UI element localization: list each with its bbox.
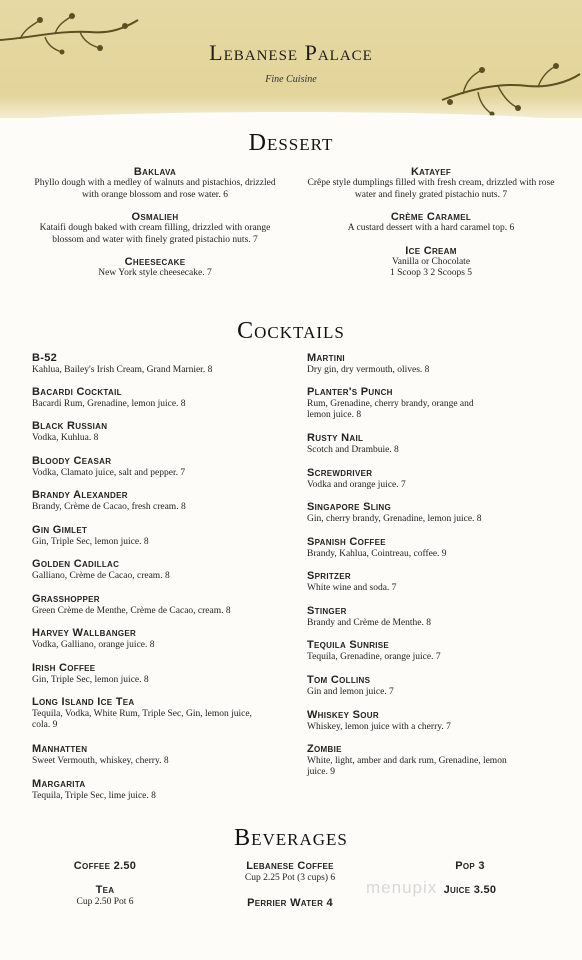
beverage-name: Coffee 2.50 — [73, 860, 137, 872]
cocktail-desc: Brandy, Kahlua, Cointreau, coffee. 9 — [307, 549, 447, 559]
cocktail-name: Martini — [307, 352, 345, 364]
cocktail-name: Tequila Sunrise — [307, 639, 390, 651]
cocktail-desc: Sweet Vermouth, whiskey, cherry. 8 — [32, 756, 169, 766]
dessert-item — [30, 211, 280, 246]
cocktail-item — [32, 558, 282, 582]
cocktail-name: Gin Gimlet — [32, 524, 88, 536]
restaurant-tagline: Fine Cuisine — [265, 74, 317, 85]
cocktail-desc: Vodka and orange juice. 7 — [307, 480, 406, 490]
beverage-name: Pop 3 — [455, 860, 485, 872]
beverage-name: Juice 3.50 — [443, 884, 497, 896]
cocktail-item — [307, 352, 507, 376]
cocktail-item — [32, 455, 282, 479]
cocktail-item — [307, 570, 507, 594]
cocktail-desc: Bacardi Rum, Grenadine, lemon juice. 8 — [32, 399, 186, 409]
dessert-item — [30, 256, 280, 280]
restaurant-name: Lebanese Palace — [209, 40, 373, 65]
cocktail-item — [32, 386, 282, 410]
dessert-desc: 1 Scoop 3 2 Scoops 5 — [389, 268, 473, 278]
cocktail-desc: Vodka, Kuhlua. 8 — [32, 433, 99, 443]
dessert-name: Ice Cream — [405, 244, 457, 257]
cocktail-desc: Tequila, Triple Sec, lime juice. 8 — [32, 791, 156, 801]
cocktail-desc: Dry gin, dry vermouth, olives. 8 — [307, 365, 430, 375]
dessert-desc: Kataifi dough baked with cream filling, drizzled with orange blossom and water with finely grated pistachio nuts. 7 — [39, 223, 271, 245]
cocktail-name: Golden Cadillac — [32, 558, 120, 570]
cocktail-name: Rusty Nail — [307, 432, 364, 444]
dessert-desc: Phyllo dough with a medley of walnuts and pistachios, drizzled with orange blossom and rose water. 6 — [34, 178, 276, 200]
cocktail-name: Tom Collins — [307, 674, 371, 686]
dessert-name: Osmalieh — [131, 211, 179, 223]
cocktail-desc: Galliano, Crème de Cacao, cream. 8 — [32, 571, 170, 581]
cocktail-item — [307, 536, 527, 560]
dessert-desc: Crêpe style dumplings filled with fresh cream, drizzled with rose water and finely grated pistachio nuts. 7 — [307, 178, 555, 200]
dessert-desc: A custard dessert with a hard caramel top. 6 — [347, 223, 515, 233]
cocktail-name: Black Russian — [32, 420, 108, 432]
cocktail-item — [32, 420, 282, 444]
cocktail-item — [32, 352, 282, 376]
cocktail-desc: Tequila, Grenadine, orange juice. 7 — [307, 652, 441, 662]
beverage-name: Lebanese Coffee — [246, 860, 334, 872]
cocktail-item — [307, 709, 527, 733]
beverage-name: Tea — [95, 884, 115, 896]
cocktail-desc: Whiskey, lemon juice with a cherry. 7 — [307, 722, 451, 732]
dessert-desc: New York style cheesecake. 7 — [98, 268, 212, 278]
dessert-desc: Vanilla or Chocolate — [391, 256, 471, 267]
cocktail-desc: Rum, Grenadine, cherry brandy, orange and lemon juice. 8 — [307, 399, 474, 420]
cocktail-name: Long Island Ice Tea — [32, 696, 135, 708]
cocktail-desc: Gin, Triple Sec, lemon juice. 8 — [32, 675, 149, 685]
dessert-item — [306, 166, 556, 201]
cocktail-name: Stinger — [307, 605, 347, 617]
cocktails-heading: Cocktails — [237, 318, 345, 344]
dessert-item — [306, 245, 556, 280]
beverage-coffee — [40, 860, 170, 873]
vine-ornament-right — [438, 60, 582, 120]
cocktail-desc: Gin and lemon juice. 7 — [307, 687, 394, 697]
cocktail-name: B-52 — [32, 352, 58, 364]
cocktail-name: Irish Coffee — [32, 662, 96, 674]
beverage-pop — [420, 860, 520, 873]
dessert-left-column — [30, 166, 280, 290]
cocktail-desc: White wine and soda. 7 — [307, 583, 397, 593]
dessert-item — [30, 166, 280, 201]
cocktail-name: Screwdriver — [307, 467, 373, 479]
cocktail-item — [32, 593, 282, 617]
cocktail-name: Spanish Coffee — [307, 536, 386, 548]
cocktail-item — [307, 432, 507, 456]
dessert-name: Katayef — [410, 166, 452, 178]
cocktail-desc: Gin, cherry brandy, Grenadine, lemon juice. 8 — [307, 514, 482, 524]
beverage-perrier — [210, 897, 370, 910]
dessert-item — [306, 211, 556, 235]
cocktail-name: Margarita — [32, 778, 86, 790]
cocktail-desc: Brandy and Crème de Menthe. 8 — [307, 618, 431, 628]
cocktail-item — [32, 778, 282, 802]
cocktail-desc: Scotch and Drambuie. 8 — [307, 445, 399, 455]
header-banner — [0, 0, 582, 118]
cocktail-name: Bacardi Cocktail — [32, 386, 122, 398]
beverage-tea — [40, 884, 170, 908]
cocktail-name: Whiskey Sour — [307, 709, 379, 721]
watermark: menupix — [366, 878, 438, 897]
cocktail-name: Planter's Punch — [307, 386, 393, 398]
cocktail-desc: Brandy, Crème de Cacao, fresh cream. 8 — [32, 502, 186, 512]
dessert-heading: Dessert — [248, 130, 334, 156]
dessert-name: Baklava — [133, 166, 177, 178]
cocktail-item — [307, 467, 507, 491]
beverage-desc: Cup 2.25 Pot (3 cups) 6 — [244, 873, 336, 883]
beverages-heading: Beverages — [234, 825, 348, 851]
cocktail-item — [307, 501, 527, 525]
cocktail-item — [307, 386, 497, 421]
cocktail-item — [32, 743, 282, 767]
cocktail-desc: Vodka, Clamato juice, salt and pepper. 7 — [32, 468, 186, 478]
cocktail-desc: Kahlua, Bailey's Irish Cream, Grand Marnier. 8 — [32, 365, 213, 375]
dessert-name: Crème Caramel — [390, 211, 472, 223]
cocktail-item — [307, 605, 507, 629]
cocktail-name: Harvey Wallbanger — [32, 627, 137, 639]
cocktail-desc: Tequila, Vodka, White Rum, Triple Sec, Gin, lemon juice, cola. 9 — [32, 709, 252, 730]
cocktail-item — [32, 662, 282, 686]
cocktail-name: Singapore Sling — [307, 501, 392, 513]
cocktail-item — [307, 674, 507, 698]
cocktail-item — [32, 489, 282, 513]
cocktail-name: Spritzer — [307, 570, 351, 582]
cocktail-desc: White, light, amber and dark rum, Grenadine, lemon juice. 9 — [307, 756, 507, 777]
beverage-desc: Cup 2.50 Pot 6 — [76, 897, 134, 907]
cocktail-name: Brandy Alexander — [32, 489, 128, 501]
cocktail-item — [307, 639, 527, 663]
cocktail-desc: Green Crème de Menthe, Crème de Cacao, cream. 8 — [32, 606, 231, 616]
cocktail-name: Zombie — [307, 743, 342, 755]
beverage-name: Perrier Water 4 — [247, 897, 333, 909]
cocktail-item — [307, 743, 507, 778]
cocktail-desc: Vodka, Galliano, orange juice. 8 — [32, 640, 155, 650]
cocktail-desc: Gin, Triple Sec, lemon juice. 8 — [32, 537, 149, 547]
dessert-name: Cheesecake — [124, 256, 186, 268]
beverage-lebanese-coffee — [210, 860, 370, 884]
cocktail-name: Bloody Ceasar — [32, 455, 112, 467]
cocktail-name: Manhatten — [32, 743, 88, 755]
cocktail-item — [32, 696, 272, 731]
dessert-right-column — [306, 166, 556, 290]
cocktail-name: Grasshopper — [32, 593, 100, 605]
cocktail-item — [32, 524, 282, 548]
cocktail-item — [32, 627, 282, 651]
